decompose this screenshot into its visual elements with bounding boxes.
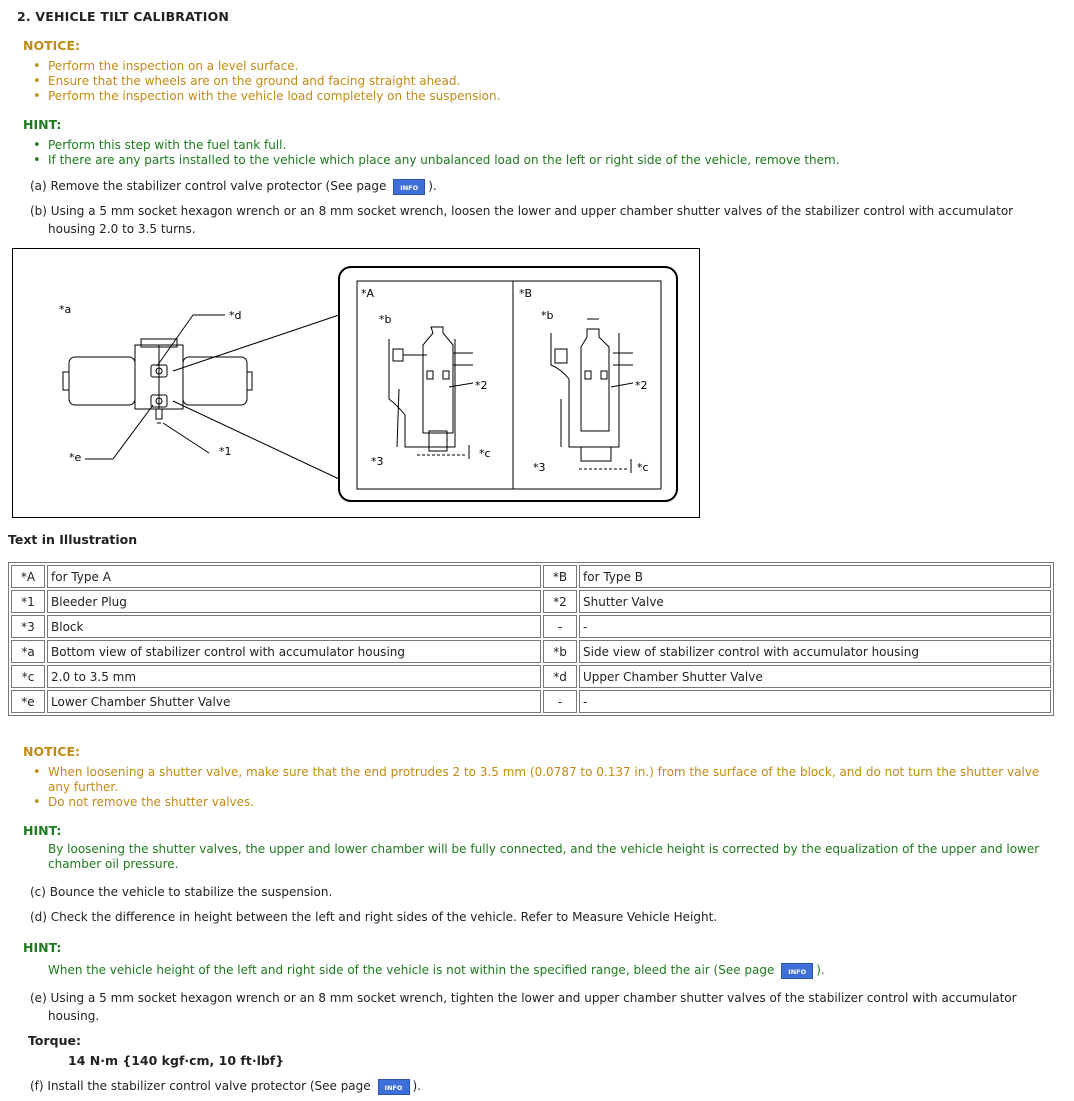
table-key: *d bbox=[543, 665, 577, 688]
label-b-a: *b bbox=[379, 313, 392, 326]
label-3-b: *3 bbox=[533, 461, 546, 474]
table-row bbox=[11, 640, 1051, 663]
valve-end-a bbox=[429, 431, 447, 451]
label-e: *e bbox=[69, 451, 82, 464]
step-d: (d) Check the difference in height between the left and right sides of the vehicle. Refer to Measure Vehicle Height. bbox=[30, 910, 718, 924]
notice-list bbox=[48, 59, 500, 104]
info-link-button[interactable]: INFO bbox=[781, 963, 813, 979]
hint-text-line: By loosening the shutter valves, the upper and lower chamber will be fully connected, and the vehicle height is corrected by the equalization of the upper and lower bbox=[48, 842, 1040, 856]
table-value: - bbox=[579, 690, 1051, 713]
notice-item-text: any further. bbox=[48, 780, 118, 794]
illustration-drawing bbox=[13, 249, 699, 517]
label-type-a: *A bbox=[361, 287, 375, 300]
table-caption: Text in Illustration bbox=[8, 532, 138, 547]
table-key: *1 bbox=[11, 590, 45, 613]
notice-item: • Do not remove the shutter valves. bbox=[48, 795, 1058, 810]
table-value: Upper Chamber Shutter Valve bbox=[579, 665, 1051, 688]
notice-list-2 bbox=[48, 765, 1058, 810]
step-a-text: (a) Remove the stabilizer control valve protector (See page bbox=[30, 179, 387, 193]
notice-heading: NOTICE: bbox=[23, 38, 80, 53]
table-key: - bbox=[543, 615, 577, 638]
hint-item: • If there are any parts installed to the vehicle which place any unbalanced load on the left or right side of the vehicle, remove them. bbox=[48, 153, 840, 168]
step-e-line1: (e) Using a 5 mm socket hexagon wrench or an 8 mm socket wrench, tighten the lower and upper chamber shutter valves of the stabilizer control with accumulator bbox=[30, 991, 1017, 1005]
label-c-a: *c bbox=[479, 447, 491, 460]
table-key: *2 bbox=[543, 590, 577, 613]
table-value: Shutter Valve bbox=[579, 590, 1051, 613]
step-b-line2: housing 2.0 to 3.5 turns. bbox=[48, 222, 196, 236]
table-value: - bbox=[579, 615, 1051, 638]
table-value: 2.0 to 3.5 mm bbox=[47, 665, 541, 688]
label-2-a: *2 bbox=[475, 379, 488, 392]
hint-item: • Perform this step with the fuel tank full. bbox=[48, 138, 840, 153]
label-type-b: *B bbox=[519, 287, 533, 300]
label-2-b: *2 bbox=[635, 379, 648, 392]
info-link-button[interactable]: INFO bbox=[378, 1079, 410, 1095]
table-value: Lower Chamber Shutter Valve bbox=[47, 690, 541, 713]
shutter-valve-b bbox=[581, 329, 609, 431]
step-f-text: (f) Install the stabilizer control valve protector (See page bbox=[30, 1079, 371, 1093]
table-value: Side view of stabilizer control with accumulator housing bbox=[579, 640, 1051, 663]
hint-heading-2: HINT: bbox=[23, 823, 62, 838]
step-a bbox=[30, 177, 437, 195]
notice-heading-2: NOTICE: bbox=[23, 744, 80, 759]
table-key: *e bbox=[11, 690, 45, 713]
step-b-line1: (b) Using a 5 mm socket hexagon wrench or an 8 mm socket wrench, loosen the lower and upper chamber shutter valves of the stabilizer control with accumulator bbox=[30, 204, 1014, 218]
label-d: *d bbox=[229, 309, 242, 322]
table-key: *c bbox=[11, 665, 45, 688]
cylinder-left bbox=[69, 357, 135, 405]
hint-heading: HINT: bbox=[23, 117, 62, 132]
illustration bbox=[12, 248, 700, 518]
label-b-b: *b bbox=[541, 309, 554, 322]
table-row bbox=[11, 565, 1051, 588]
table-row bbox=[11, 615, 1051, 638]
notice-item-text: When loosening a shutter valve, make sure that the end protrudes 2 to 3.5 mm (0.0787 to 0.137 in.) from the surface of the block, and do not turn the shutter valve bbox=[48, 765, 1040, 779]
torque-heading: Torque: bbox=[28, 1033, 81, 1048]
hint-heading-3: HINT: bbox=[23, 940, 62, 955]
label-1: *1 bbox=[219, 445, 232, 458]
table-value: for Type A bbox=[47, 565, 541, 588]
step-f-end: ). bbox=[412, 1079, 421, 1093]
hint-text-2 bbox=[48, 842, 1039, 872]
shutter-valve-a bbox=[423, 327, 453, 433]
table-key: *3 bbox=[11, 615, 45, 638]
notice-item bbox=[48, 765, 1058, 795]
torque-value: 14 N·m {140 kgf·cm, 10 ft·lbf} bbox=[68, 1053, 285, 1068]
step-e-line2: housing. bbox=[48, 1009, 100, 1023]
table-value: for Type B bbox=[579, 565, 1051, 588]
label-a: *a bbox=[59, 303, 72, 316]
notice-item: • Perform the inspection on a level surface. bbox=[48, 59, 500, 74]
table-row bbox=[11, 690, 1051, 713]
table-key: - bbox=[543, 690, 577, 713]
table-key: *A bbox=[11, 565, 45, 588]
info-link-button[interactable]: INFO bbox=[393, 179, 425, 195]
table-row bbox=[11, 590, 1051, 613]
illustration-text-table bbox=[8, 562, 1054, 716]
table-key: *a bbox=[11, 640, 45, 663]
cylinder-cap bbox=[63, 372, 69, 390]
step-c: (c) Bounce the vehicle to stabilize the suspension. bbox=[30, 885, 333, 899]
notice-item: • Perform the inspection with the vehicle load completely on the suspension. bbox=[48, 89, 500, 104]
table-value: Block bbox=[47, 615, 541, 638]
table-key: *b bbox=[543, 640, 577, 663]
table-key: *B bbox=[543, 565, 577, 588]
hint-text-3 bbox=[48, 961, 825, 979]
notice-item: • Ensure that the wheels are on the ground and facing straight ahead. bbox=[48, 74, 500, 89]
label-c-b: *c bbox=[637, 461, 649, 474]
hint-list bbox=[48, 138, 840, 168]
hint-text-end: ). bbox=[816, 963, 825, 977]
table-value: Bottom view of stabilizer control with accumulator housing bbox=[47, 640, 541, 663]
table-value: Bleeder Plug bbox=[47, 590, 541, 613]
valve-end-b bbox=[581, 447, 611, 461]
table-row bbox=[11, 665, 1051, 688]
step-a-end: ). bbox=[428, 179, 437, 193]
hint-text-line: When the vehicle height of the left and right side of the vehicle is not within the specified range, bleed the air (See page bbox=[48, 963, 775, 977]
hint-text-line: chamber oil pressure. bbox=[48, 857, 179, 871]
step-f bbox=[30, 1077, 421, 1095]
page-title: 2. VEHICLE TILT CALIBRATION bbox=[17, 9, 230, 24]
label-3-a: *3 bbox=[371, 455, 384, 468]
